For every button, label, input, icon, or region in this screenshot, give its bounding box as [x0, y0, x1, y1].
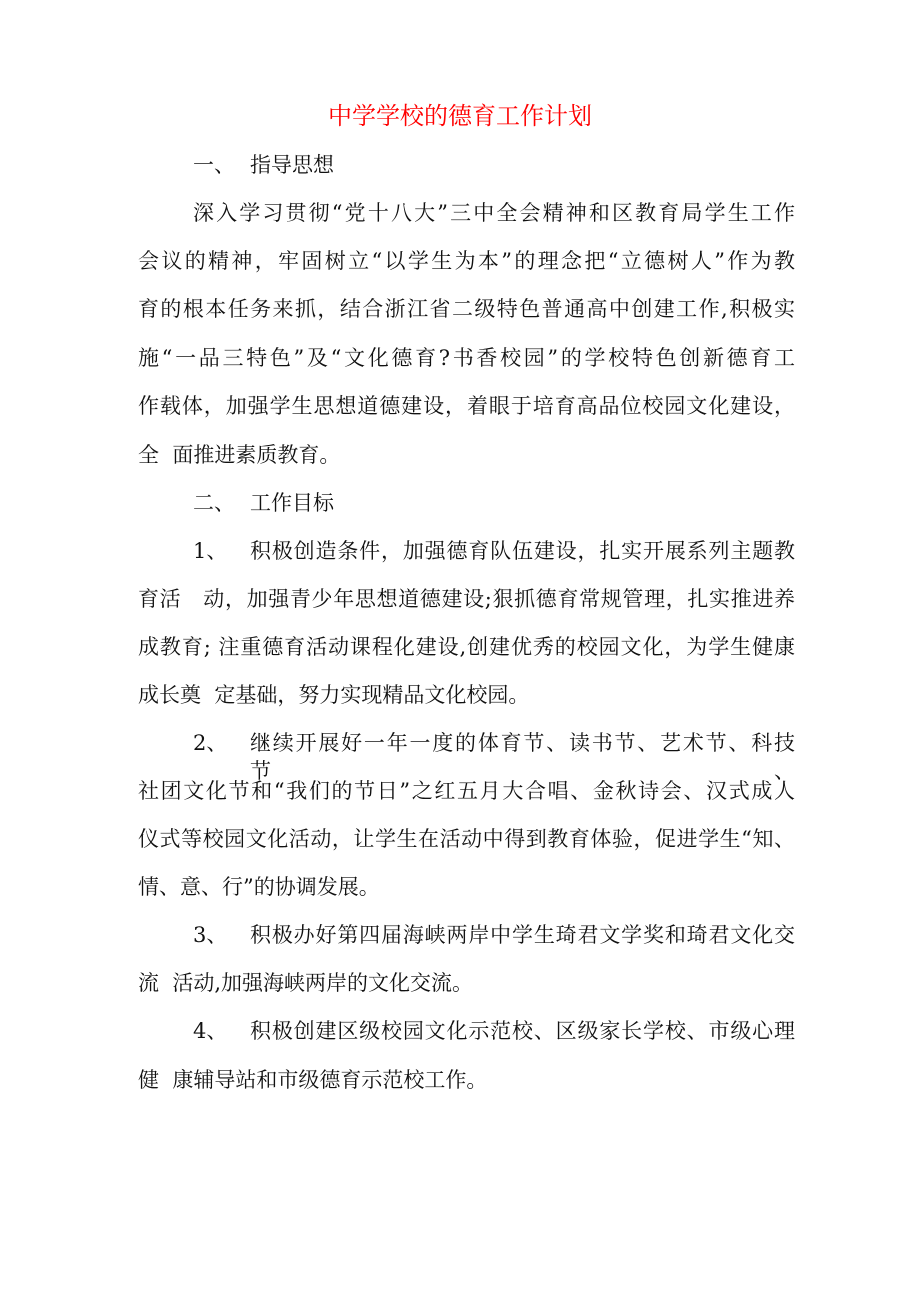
paragraph-line: 积极办好第四届海峡两岸中学生琦君文学奖和琦君文化交	[250, 923, 795, 947]
paragraph-line: 情、意、行”的协调发展。	[138, 875, 380, 899]
section-heading: 工作目标	[250, 491, 334, 515]
paragraph-line: 成教育; 注重德育活动课程化建设,创建优秀的校园文化，为学生健康	[138, 635, 795, 659]
paragraph-line: 成长奠 定基础，努力实现精品文化校园。	[138, 683, 530, 707]
paragraph-line: 全 面推进素质教育。	[138, 443, 341, 467]
paragraph-line: 积极创造条件，加强德育队伍建设，扎实开展系列主题教	[250, 539, 795, 563]
item-number: 4、	[193, 1019, 228, 1043]
paragraph-line: 作载体，加强学生思想道德建设，着眼于培育高品位校园文化建设，	[138, 394, 795, 418]
paragraph-line: 深入学习贯彻“党十八大”三中全会精神和区教育局学生工作	[193, 201, 795, 225]
paragraph-line: 仪式等校园文化活动，让学生在活动中得到教育体验，促进学生“知、	[138, 827, 795, 851]
paragraph-line: 施“一品三特色”及“文化德育?书香校园”的学校特色创新德育工	[138, 346, 795, 370]
section-heading: 指导思想	[250, 153, 334, 177]
paragraph-line: 会议的精神，牢固树立“以学生为本”的理念把“立德树人”作为教	[138, 249, 795, 273]
item-number: 1、	[193, 539, 228, 563]
item-number: 2、	[193, 731, 228, 755]
paragraph-line: 育的根本任务来抓，结合浙江省二级特色普通高中创建工作,积极实	[138, 297, 795, 321]
document-title: 中学学校的德育工作计划	[328, 102, 592, 130]
item-number: 3、	[193, 923, 228, 947]
paragraph-line: 积极创建区级校园文化示范校、区级家长学校、市级心理	[250, 1019, 795, 1043]
section-number: 一、	[193, 153, 235, 177]
paragraph-line: 健 康辅导站和市级德育示范校工作。	[138, 1068, 488, 1092]
paragraph-line: 继续开展好一年一度的体育节、读书节、艺术节、科技节、	[250, 731, 795, 783]
paragraph-line: 社团文化节和“我们的节日”之红五月大合唱、金秋诗会、汉式成人	[138, 779, 795, 803]
section-number: 二、	[193, 491, 235, 515]
paragraph-line: 育活 动，加强青少年思想道德建设;狠抓德育常规管理，扎实推进养	[138, 587, 795, 611]
paragraph-line: 流 活动,加强海峡两岸的文化交流。	[138, 971, 474, 995]
